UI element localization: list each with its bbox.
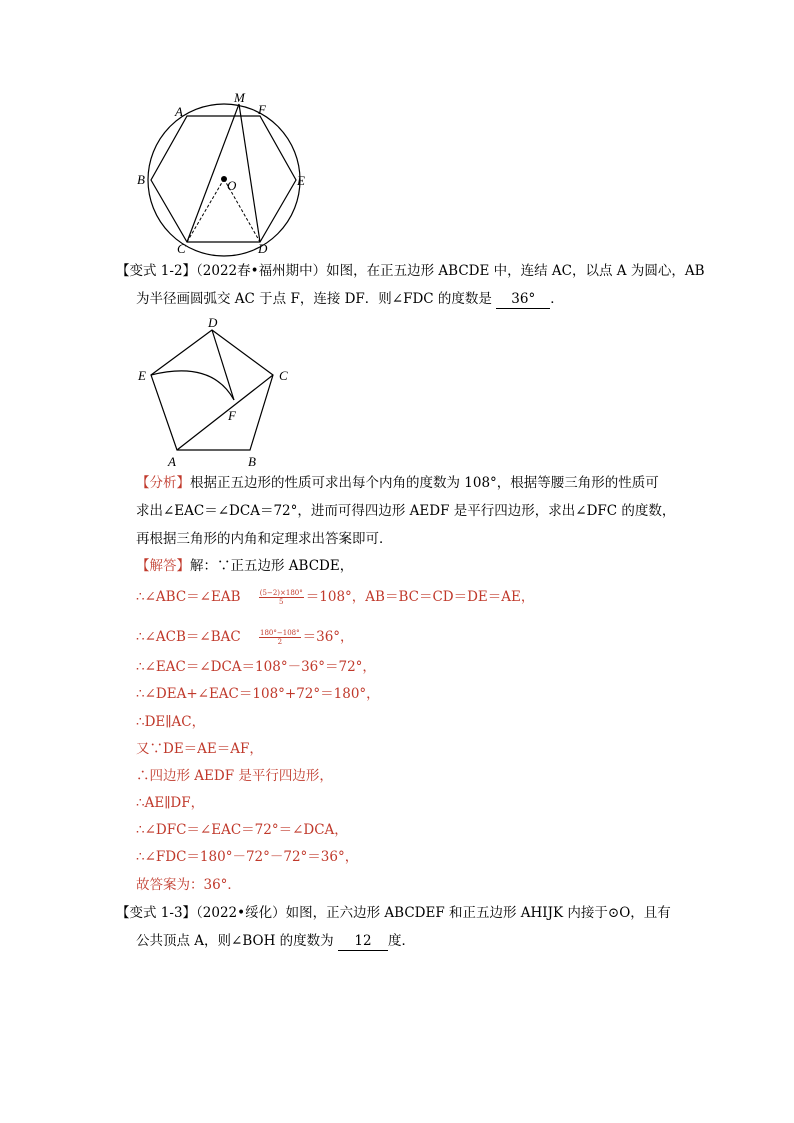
problem-1-2-source: （2022春•福州期中） [196,263,327,279]
label-b: B [248,454,256,469]
solution-step-7: ∴四边形 AEDF 是平行四边形， [136,768,333,784]
step2-pre: ∴∠ACB＝∠BAC [136,629,241,645]
label-m: M [234,90,245,105]
solution-final: 故答案为：36°． [136,877,241,893]
solution-step-5: ∴DE∥AC， [136,714,206,730]
label-f: F [228,408,236,423]
step1-numerator: (5−2)×180° [259,589,303,597]
label-o: O [227,178,237,193]
problem-1-3-text1: 如图，正六边形 ABCDEF 和正五边形 AHIJK 内接于⊙O，且有 [285,905,671,921]
analysis-line2: 求出∠EAC＝∠DCA＝72°，进而可得四边形 AEDF 是平行四边形，求出∠DFC 的度数， [136,503,676,519]
segment-oc [187,179,224,242]
problem-1-3-text2: 公共顶点 A，则∠BOH 的度数为 [136,933,334,949]
solution-step-8: ∴AE∥DF， [136,795,205,811]
problem-1-2-text1: 如图，在正五边形 ABCDE 中，连结 AC，以点 A 为圆心，AB [326,263,705,279]
step2-fraction [259,629,301,646]
step2-denominator: 2 [277,638,283,646]
solution-tag: 【解答】 [136,558,190,574]
step1-denominator: 5 [279,598,284,606]
label-c: C [177,241,186,256]
problem-1-3-answer: 12 [338,932,388,951]
label-b: B [137,172,145,187]
problem-1-3-line1 [116,904,671,922]
solution-step-9: ∴∠DFC＝∠EAC＝72°＝∠DCA， [136,822,348,838]
step1-pre: ∴∠ABC＝∠EAB [136,589,241,605]
analysis-tag: 【分析】 [136,475,190,491]
problem-1-3-source: （2022•绥化） [196,905,286,921]
analysis-line1 [136,474,659,492]
solution-step-3: ∴∠EAC＝∠DCA＝108°－36°＝72°， [136,659,376,675]
label-e: E [138,368,146,383]
label-a: A [175,104,183,119]
analysis-text1: 根据正五边形的性质可求出每个内角的度数为 108°，根据等腰三角形的性质可 [190,475,659,491]
problem-1-2-answer: 36° [496,290,550,309]
label-f: F [258,102,266,117]
problem-1-2-end: ． [550,291,564,307]
step1-post: ＝108°，AB＝BC＝CD＝DE＝AE， [305,589,535,605]
figure-hexagon-circle [130,90,310,260]
solution-step-6: 又∵DE＝AE＝AF， [136,741,263,757]
label-e: E [297,173,305,188]
segment-df [212,330,234,400]
solution-intro-line [136,557,353,575]
label-d: D [258,241,268,256]
problem-1-3-tag: 【变式 1-3】 [116,905,197,921]
problem-1-2-text2: 为半径画圆弧交 AC 于点 F，连接 DF．则∠FDC 的度数是 [136,291,492,307]
step1-fraction [259,589,304,606]
solution-step-2 [136,628,354,646]
problem-1-3-line2 [136,932,415,951]
arc-ef [151,371,234,400]
label-a: A [168,454,176,469]
problem-1-2-line1 [116,262,705,280]
problem-1-2-line2 [136,290,564,309]
label-c: C [279,368,288,383]
solution-intro: 解：∵正五边形 ABCDE， [190,558,354,574]
segment-md [239,104,260,242]
analysis-line3: 再根据三角形的内角和定理求出答案即可． [136,531,393,547]
step2-numerator: 180°−108° [260,629,300,637]
figure-pentagon [134,312,304,472]
step2-post: ＝36°， [302,629,354,645]
solution-step-4: ∴∠DEA+∠EAC＝108°+72°＝180°， [136,686,380,702]
label-d: D [208,315,218,330]
solution-step-1 [136,588,534,606]
problem-1-2-tag: 【变式 1-2】 [116,263,197,279]
segment-ac [177,375,273,450]
problem-1-3-end: 度． [387,933,415,949]
segment-mc [187,104,239,242]
solution-step-10: ∴∠FDC＝180°－72°－72°＝36°， [136,849,359,865]
